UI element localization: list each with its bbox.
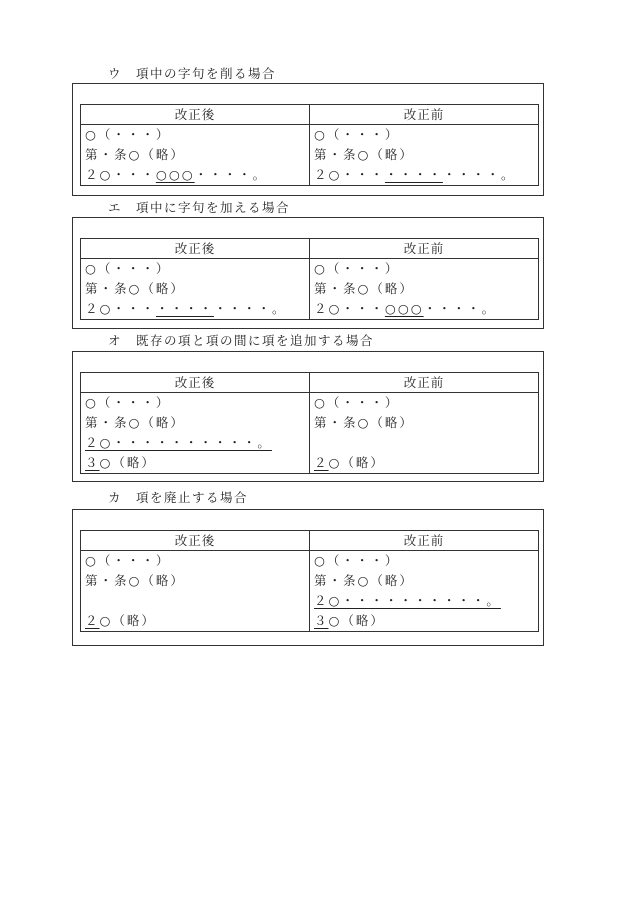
text-segment: 第・条○（略） [314, 147, 414, 162]
text-segment: ・・・・。 [194, 167, 268, 182]
section-title-u: ウ 項中の字句を削る場合 [108, 66, 277, 81]
text-line [310, 279, 538, 299]
text-line [81, 393, 309, 413]
text-line [310, 393, 538, 413]
comparison-table [80, 372, 539, 474]
text-segment: ２○・・・ [314, 167, 385, 182]
underlined-text: ２ [85, 613, 100, 628]
header-before: 改正前 [310, 105, 539, 125]
text-segment: ○（・・・） [85, 395, 171, 410]
header-after: 改正後 [81, 105, 310, 125]
text-segment: 第・条○（略） [314, 415, 414, 430]
text-segment: 第・条○（略） [85, 147, 185, 162]
text-segment: 第・条○（略） [314, 573, 414, 588]
text-segment: ○（・・・） [314, 395, 400, 410]
after-cell [81, 551, 310, 632]
text-line [310, 299, 538, 319]
text-segment: ・・・・。 [423, 301, 497, 316]
text-segment: ２○・・・ [314, 301, 385, 316]
text-line [81, 591, 309, 611]
text-line [310, 453, 538, 473]
text-line [81, 125, 309, 145]
section-title-e: エ 項中に字句を加える場合 [108, 200, 291, 215]
underlined-text: ２○・・・・・・・・・・。 [85, 435, 272, 450]
underlined-text: ○○○ [155, 167, 195, 182]
section-box-ka [72, 509, 544, 646]
text-segment: ○（略） [99, 613, 156, 628]
before-cell [310, 551, 539, 632]
text-line [81, 145, 309, 165]
text-line [310, 591, 538, 611]
text-segment: ・・・・。 [442, 167, 516, 182]
underlined-text: ３ [85, 455, 100, 470]
comparison-table [80, 530, 539, 632]
underlined-text: ２○・・・・・・・・・・。 [314, 593, 501, 608]
after-cell [81, 125, 310, 186]
text-line [310, 259, 538, 279]
before-cell [310, 393, 539, 474]
text-line [81, 433, 309, 453]
header-before: 改正前 [310, 239, 539, 259]
text-segment: ○（・・・） [85, 261, 171, 276]
text-line [81, 453, 309, 473]
header-before: 改正前 [310, 531, 539, 551]
text-line [81, 259, 309, 279]
section-title-ka: カ 項を廃止する場合 [108, 490, 249, 505]
text-line [310, 125, 538, 145]
text-segment: ○（略） [328, 613, 385, 628]
header-after: 改正後 [81, 373, 310, 393]
underlined-text: ○○○ [384, 301, 424, 316]
text-segment: ・・・・。 [213, 301, 287, 316]
text-line [310, 145, 538, 165]
text-segment: 第・条○（略） [85, 281, 185, 296]
after-cell [81, 259, 310, 320]
after-cell [81, 393, 310, 474]
text-segment: ○（略） [99, 455, 156, 470]
text-line [310, 611, 538, 631]
text-segment: 第・条○（略） [85, 415, 185, 430]
underlined-text: ・・・・ [155, 301, 214, 316]
comparison-table [80, 238, 539, 320]
text-segment: ○（・・・） [85, 553, 171, 568]
text-segment: ○（略） [328, 455, 385, 470]
text-line [81, 551, 309, 571]
before-cell [310, 259, 539, 320]
underlined-text: ２ [314, 455, 329, 470]
text-line [310, 551, 538, 571]
text-segment: ２○・・・ [85, 167, 156, 182]
section-box-e [72, 217, 544, 329]
text-segment: ○（・・・） [314, 261, 400, 276]
text-line [310, 433, 538, 453]
header-after: 改正後 [81, 239, 310, 259]
text-line [310, 571, 538, 591]
text-line [310, 165, 538, 185]
comparison-table [80, 104, 539, 186]
text-line [81, 571, 309, 591]
text-segment: ○（・・・） [314, 127, 400, 142]
section-box-o [72, 351, 544, 482]
underlined-text: ３ [314, 613, 329, 628]
before-cell [310, 125, 539, 186]
text-segment: 第・条○（略） [314, 281, 414, 296]
text-segment: ○（・・・） [85, 127, 171, 142]
header-after: 改正後 [81, 531, 310, 551]
section-title-o: オ 既存の項と項の間に項を追加する場合 [108, 333, 375, 348]
text-line [81, 413, 309, 433]
text-segment: 第・条○（略） [85, 573, 185, 588]
text-line [81, 165, 309, 185]
text-segment: ２○・・・ [85, 301, 156, 316]
text-line [81, 611, 309, 631]
text-line [310, 413, 538, 433]
section-box-u [72, 83, 544, 196]
header-before: 改正前 [310, 373, 539, 393]
text-line [81, 299, 309, 319]
text-segment: ○（・・・） [314, 553, 400, 568]
text-line [81, 279, 309, 299]
underlined-text: ・・・・ [384, 167, 443, 182]
